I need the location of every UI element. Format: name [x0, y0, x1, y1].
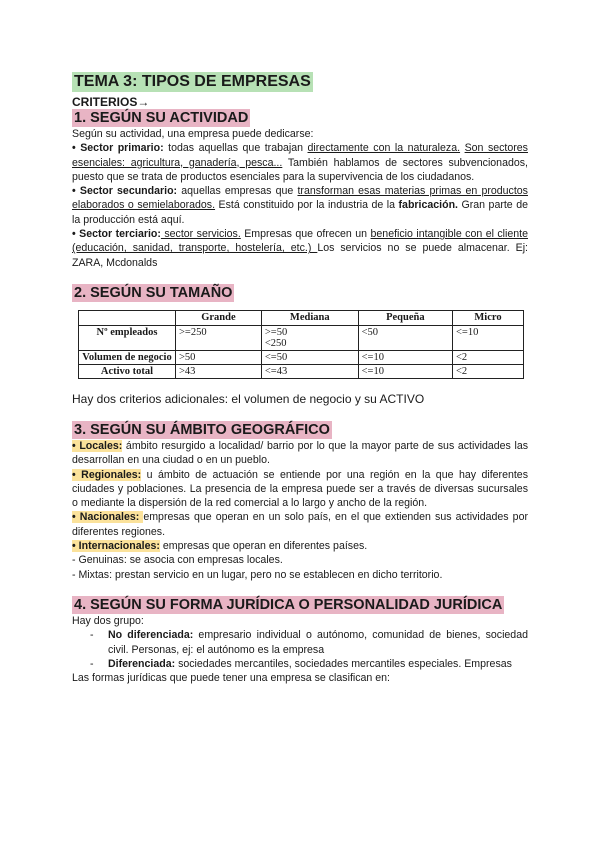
table-row-header: Nº empleados: [79, 325, 176, 350]
cell-line: >=50: [264, 326, 288, 338]
forma-juridica-list: [72, 628, 528, 671]
actividad-intro: Según su actividad, una empresa puede dedicarse:: [72, 128, 314, 140]
sector-primario-label: • Sector primario:: [72, 142, 164, 155]
page-title: TEMA 3: TIPOS DE EMPRESAS: [74, 73, 311, 90]
table-cell: <2: [453, 350, 524, 364]
internacionales-paragraph: [72, 539, 528, 553]
section-heading-forma-juridica: 4. SEGÚN SU FORMA JURÍDICA O PERSONALIDAD JURÍDICA: [74, 596, 503, 613]
text-run: Está constituido por la industria de la: [215, 199, 399, 212]
table-cell: <50: [358, 325, 452, 350]
table-cell: <=10: [358, 350, 452, 364]
genuinas-line: - Genuinas: se asocia con empresas locales.: [72, 554, 283, 567]
list-item-label: No diferenciada:: [108, 629, 194, 642]
size-criteria-table: [78, 310, 524, 379]
section-ambito-geografico: [72, 421, 528, 582]
document-page: [72, 68, 528, 685]
table-header-cell: Micro: [453, 310, 524, 325]
criterios-label: CRITERIOS→: [72, 95, 150, 109]
text-run: aquellas empresas que: [177, 185, 298, 198]
section-heading-actividad: 1. SEGÚN SU ACTIVIDAD: [74, 110, 249, 126]
bold-text: fabricación.: [398, 199, 458, 212]
section-tamano: [72, 284, 528, 407]
forma-juridica-intro: Hay dos grupo:: [72, 614, 144, 627]
underlined-text: beneficio intangible con el cliente (educación, sanidad, transporte, hostelería, etc.): [72, 228, 529, 255]
text-run: Empresas que ofrecen un: [240, 228, 371, 241]
sector-secundario-label: • Sector secundario:: [72, 185, 178, 198]
sector-terciario-label: • Sector terciario:: [72, 228, 161, 241]
nacionales-paragraph: [72, 510, 528, 539]
text-run: Los servicios no se puede almacenar. Ej: ZARA, Mcdonalds: [72, 242, 529, 269]
table-cell: <=10: [453, 325, 524, 350]
underlined-text: transforman esas materias primas en productos elaborados o semielaborados.: [72, 185, 528, 212]
table-row: [79, 325, 524, 350]
table-cell: >=250: [176, 325, 262, 350]
locales-paragraph: [72, 439, 528, 468]
underlined-text: Son sectores esenciales: agricultura, ganadería, pesca...: [72, 142, 528, 169]
text-run: todas aquellas que trabajan: [163, 142, 308, 155]
nacionales-label: • Nacionales:: [72, 511, 144, 524]
table-row-header: Volumen de negocio: [79, 350, 176, 364]
table-cell: [261, 325, 358, 350]
list-item: [90, 657, 528, 671]
table-header-cell: Grande: [176, 310, 262, 325]
mixtas-line: - Mixtas: prestan servicio en un lugar, pero no se establecen en dicho territorio.: [72, 568, 443, 581]
locales-label: • Locales:: [72, 439, 123, 452]
text-run: empresario individual o autónomo, comunidad de bienes, sociedad civil. Personas, ej: el autónomo es la empresa: [108, 629, 528, 656]
sector-primario-paragraph: [72, 141, 528, 184]
text-run: ámbito resurgido a localidad/ barrio por lo que la mayor parte de sus actividades las desarrollan en una ciudad o en un pueblo.: [72, 439, 529, 467]
table-row: [79, 350, 524, 364]
text-run: empresas que operan en un solo país, en el que extienden sus actividades por diferentes regiones.: [72, 511, 528, 538]
text-run: sociedades mercantiles, sociedades mercantiles especiales. Empresas: [175, 657, 512, 670]
text-run: u ámbito de actuación se entiende por una región en la que hay diferentes ciudades y poblaciones. La presencia de la empresa puede ser a través de diversas sucursales o mediante la dispersión de la red comercial a lo largo y ancho de la región.: [72, 468, 528, 510]
section-forma-juridica: [72, 596, 528, 685]
table-cell: >50: [176, 350, 262, 364]
sector-terciario-paragraph: [72, 227, 528, 270]
forma-juridica-closing: Las formas jurídicas que puede tener una empresa se clasifican en:: [72, 672, 390, 685]
text-run: También hablamos de sectores subvencionados, puesto que se trata de productos esenciales para la supervivencia de los ciudadanos.: [72, 156, 528, 183]
internacionales-label: • Internacionales:: [72, 540, 160, 553]
sector-secundario-paragraph: [72, 184, 528, 227]
table-cell: <=43: [261, 364, 358, 378]
section-heading-ambito: 3. SEGÚN SU ÁMBITO GEOGRÁFICO: [74, 421, 330, 438]
section-actividad: [72, 109, 528, 270]
list-item: [90, 628, 528, 657]
table-cell: <=50: [261, 350, 358, 364]
tamano-note: Hay dos criterios adicionales: el volumen de negocio y su ACTIVO: [72, 391, 425, 406]
underlined-text: directamente con la naturaleza.: [307, 142, 461, 155]
table-row: [79, 364, 524, 378]
cell-line: <250: [264, 337, 287, 349]
table-cell: <=10: [358, 364, 452, 378]
text-run: Gran parte de la producción está aquí.: [72, 199, 528, 226]
table-header-cell: [79, 310, 176, 325]
table-row-header: Activo total: [79, 364, 176, 378]
table-header-cell: Mediana: [261, 310, 358, 325]
list-item-label: Diferenciada:: [108, 657, 176, 670]
regionales-paragraph: [72, 468, 528, 511]
section-heading-tamano: 2. SEGÚN SU TAMAÑO: [74, 284, 233, 301]
table-cell: <2: [453, 364, 524, 378]
text-run: empresas que operan en diferentes países.: [159, 540, 368, 553]
table-header-cell: Pequeña: [358, 310, 452, 325]
table-header-row: [79, 310, 524, 325]
regionales-label: • Regionales:: [72, 468, 142, 481]
underlined-text: sector servicios.: [160, 228, 241, 241]
table-cell: >43: [176, 364, 262, 378]
